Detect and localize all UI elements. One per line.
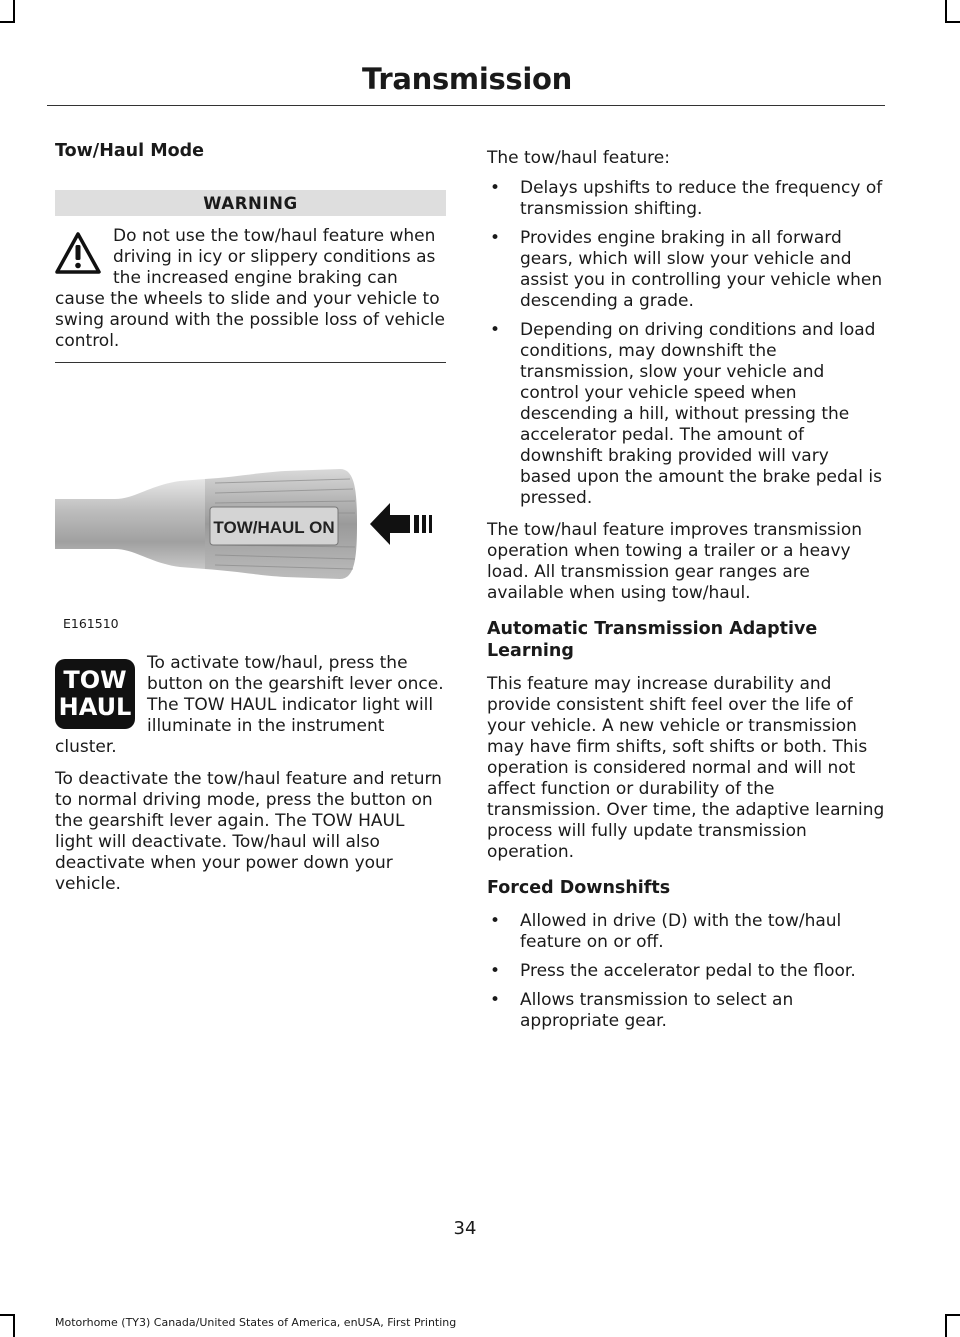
crop-mark [0,1314,15,1316]
gearshift-lever-illustration [55,381,446,611]
tow-haul-button-label: TOW/HAUL ON [213,518,335,537]
crop-mark [13,0,15,22]
crop-mark [945,1314,947,1337]
left-column [55,140,446,906]
page-title: Transmission [362,62,572,96]
gearshift-figure [55,381,446,631]
crop-mark [945,21,960,23]
warning-triangle-icon [55,232,101,274]
paragraph-deactivate: To deactivate the tow/haul feature and return to normal driving mode, press the button on the gearshift lever again. The TOW HAUL light will deactivate. Tow/haul will also deactivate when your power down your vehicle. [55,769,442,894]
crop-mark [13,1314,15,1337]
warning-block [55,226,446,363]
paragraph-intro: The tow/haul feature: [487,148,670,168]
list-item: • Allows transmission to select an appropriate gear. [487,990,885,1032]
figure-code: E161510 [63,616,119,631]
warning-text: Do not use the tow/haul feature when driving in icy or slippery conditions as the increased engine braking can cause the wheels to slide and your vehicle to swing around with the possible loss of vehicle control. [55,226,445,351]
list-item: • Press the accelerator pedal to the floor. [487,961,885,982]
section-heading-forced-downshifts: Forced Downshifts [487,878,671,898]
paragraph-activate: To activate tow/haul, press the button on the gearshift lever once. The TOW HAUL indicator light will illuminate in the instrument cluster. [55,653,444,757]
section-heading-tow-haul: Tow/Haul Mode [55,141,205,161]
tow-haul-icon-line1: TOW [63,666,127,694]
crop-mark [945,0,947,22]
footer-text: Motorhome (TY3) Canada/United States of America, enUSA, First Printing [55,1316,457,1329]
paragraph-improves: The tow/haul feature improves transmission operation when towing a trailer or a heavy load. All transmission gear ranges are available when using tow/haul. [487,520,863,603]
list-item: • Delays upshifts to reduce the frequency of transmission shifting. [487,178,885,220]
list-item: • Depending on driving conditions and load conditions, may downshift the transmission, slow your vehicle and control your vehicle speed when descending a hill, without pressing the accelerator pedal. The amount of downshift braking provided will vary based upon the amount the brake pedal is pressed. [487,320,885,509]
tow-haul-indicator-icon [55,659,135,729]
tow-haul-icon-line2: HAUL [58,693,132,721]
list-item: • Allowed in drive (D) with the tow/haul feature on or off. [487,911,885,953]
forced-downshift-list [487,911,885,1032]
crop-mark [0,21,15,23]
page-number: 34 [453,1218,477,1239]
list-item: • Provides engine braking in all forward gears, which will slow your vehicle and assist you in controlling your vehicle when descending a grade. [487,228,885,312]
paragraph-adaptive: This feature may increase durability and provide consistent shift feel over the life of your vehicle. A new vehicle or transmission may have firm shifts, soft shifts or both. This operation is considered normal and will not affect function or durability of the transmission. Over time, the adaptive learning process will fully update transmission operation. [487,674,885,862]
section-heading-adaptive-learning: Automatic Transmission Adaptive Learning [487,619,818,661]
feature-list [487,178,885,509]
right-column [487,148,885,1043]
warning-label: WARNING [55,190,446,216]
crop-mark [945,1314,960,1316]
header-divider [47,105,885,106]
